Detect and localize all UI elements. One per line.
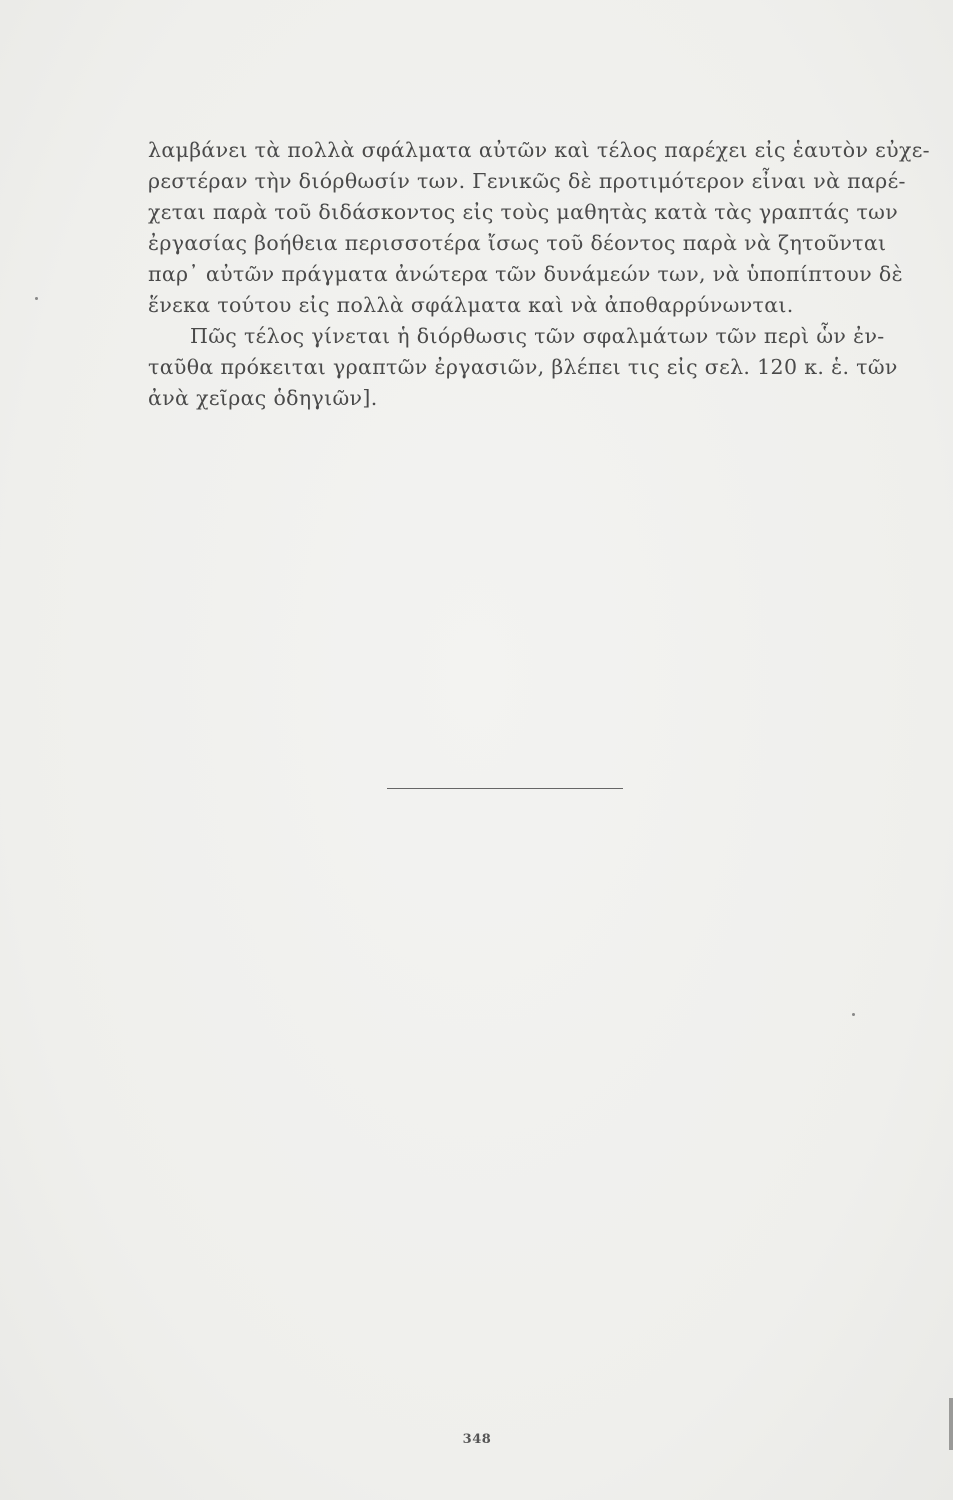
text-line-5: παρ᾽ αὐτῶν πράγματα ἀνώτερα τῶν δυνάμεών των, νὰ ὑποπίπτουν δὲ (148, 262, 903, 286)
paper-speck (852, 1013, 855, 1016)
binding-edge-mark (949, 1398, 953, 1450)
text-line-1: λαμβάνει τὰ πολλὰ σφάλματα αὐτῶν καὶ τέλος παρέχει εἰς ἑαυτὸν εὐχε- (148, 138, 930, 162)
section-divider (387, 788, 623, 789)
page-number: 348 (462, 1432, 492, 1447)
paper-speck (35, 297, 38, 300)
text-line-8: ταῦθα πρόκειται γραπτῶν ἐργασιῶν, βλέπει τις εἰς σελ. 120 κ. ἑ. τῶν (148, 355, 898, 379)
text-line-3: χεται παρὰ τοῦ διδάσκοντος εἰς τοὺς μαθητὰς κατὰ τὰς γραπτάς των (148, 200, 899, 224)
text-line-9: ἀνὰ χεῖρας ὁδηγιῶν]. (148, 386, 378, 410)
text-line-6: ἕνεκα τούτου εἰς πολλὰ σφάλματα καὶ νὰ ἀποθαρρύνωνται. (148, 293, 794, 317)
body-text (148, 135, 930, 414)
text-line-4: ἐργασίας βοήθεια περισσοτέρα ἴσως τοῦ δέοντος παρὰ νὰ ζητοῦνται (148, 231, 887, 255)
text-line-2: ρεστέραν τὴν διόρθωσίν των. Γενικῶς δὲ προτιμότερον εἶναι νὰ παρέ- (148, 169, 906, 193)
text-line-7: Πῶς τέλος γίνεται ἡ διόρθωσις τῶν σφαλμάτων τῶν περὶ ὧν ἐν- (190, 324, 885, 348)
